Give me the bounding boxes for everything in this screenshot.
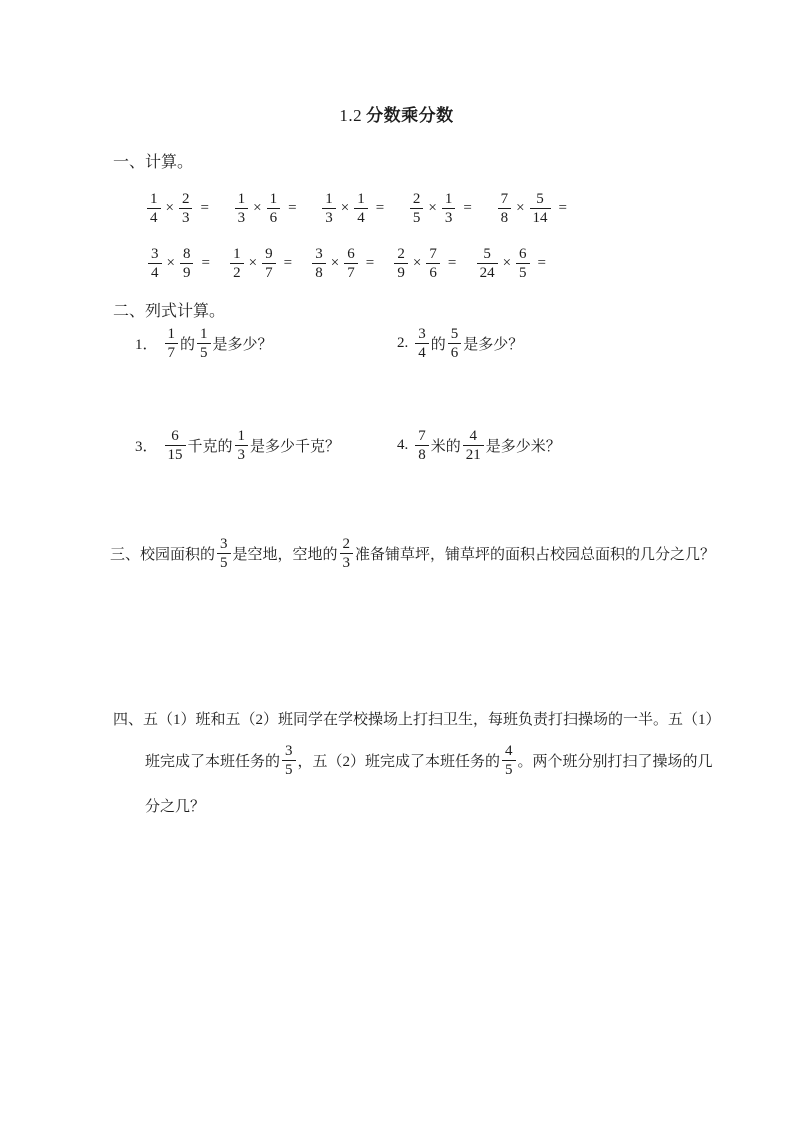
section4-problem-line2 bbox=[145, 742, 713, 779]
fraction-numerator: 5 bbox=[536, 191, 544, 207]
fraction-denominator: 4 bbox=[148, 263, 162, 282]
multiplication-expression bbox=[310, 245, 374, 282]
fraction-numerator: 8 bbox=[182, 246, 191, 262]
fraction-denominator: 8 bbox=[498, 208, 512, 227]
multiply-sign: × bbox=[165, 200, 174, 216]
text-run: 班完成了本班任务的 bbox=[145, 754, 281, 770]
multiply-sign: × bbox=[412, 255, 422, 271]
item-number: 3． bbox=[135, 439, 158, 455]
fraction bbox=[442, 190, 456, 227]
fraction bbox=[354, 190, 368, 227]
fraction-denominator: 4 bbox=[415, 343, 429, 362]
fraction bbox=[147, 190, 161, 227]
fraction-numerator: 1 bbox=[237, 191, 246, 207]
text-run: 千克的 bbox=[187, 439, 233, 455]
multiplication-expression bbox=[233, 190, 297, 227]
fraction-denominator: 3 bbox=[442, 208, 456, 227]
fraction-denominator: 8 bbox=[415, 445, 429, 464]
word-problem-item bbox=[397, 427, 561, 464]
fraction-numerator: 1 bbox=[167, 326, 176, 342]
item-number: 4. bbox=[397, 437, 409, 453]
multiply-sign: × bbox=[516, 200, 525, 216]
fraction-denominator: 14 bbox=[530, 208, 551, 227]
fraction-denominator: 7 bbox=[165, 343, 179, 362]
fraction-numerator: 1 bbox=[357, 191, 365, 207]
fraction-denominator: 2 bbox=[230, 263, 244, 282]
fraction-numerator: 3 bbox=[220, 536, 228, 552]
fraction-numerator: 7 bbox=[429, 246, 437, 262]
text-run: 三、校园面积的 bbox=[110, 547, 216, 563]
fraction-numerator: 5 bbox=[450, 326, 459, 342]
fraction-denominator: 5 bbox=[410, 208, 424, 227]
section4-problem-line1 bbox=[113, 708, 721, 729]
equals-sign: = bbox=[463, 200, 472, 216]
fraction-numerator: 2 bbox=[412, 191, 421, 207]
fraction-numerator: 1 bbox=[444, 191, 453, 207]
fraction-denominator: 3 bbox=[235, 445, 249, 464]
fraction bbox=[235, 190, 249, 227]
text-run: 是多少千克？ bbox=[250, 439, 341, 455]
fraction-denominator: 4 bbox=[354, 208, 368, 227]
calc-row-2 bbox=[146, 245, 546, 282]
fraction bbox=[217, 535, 231, 572]
page-title bbox=[0, 101, 793, 126]
fraction-numerator: 3 bbox=[151, 246, 159, 262]
fraction-denominator: 5 bbox=[516, 263, 530, 282]
fraction-denominator: 9 bbox=[394, 263, 408, 282]
fraction bbox=[322, 190, 336, 227]
text-run: 是空地，空地的 bbox=[232, 547, 338, 563]
fraction-denominator: 3 bbox=[340, 553, 354, 572]
word-problem-item bbox=[397, 325, 523, 362]
fraction-denominator: 6 bbox=[426, 263, 440, 282]
fraction-denominator: 6 bbox=[448, 343, 462, 362]
text-run: 是多少米？ bbox=[485, 439, 561, 455]
fraction-numerator: 1 bbox=[237, 428, 246, 444]
fraction-numerator: 2 bbox=[181, 191, 190, 207]
equals-sign: = bbox=[365, 255, 375, 271]
fraction-numerator: 2 bbox=[342, 536, 351, 552]
fraction-numerator: 1 bbox=[325, 191, 333, 207]
fraction bbox=[282, 742, 296, 779]
multiplication-expression bbox=[408, 190, 472, 227]
fraction-denominator: 5 bbox=[197, 343, 211, 362]
fraction-numerator: 2 bbox=[397, 246, 405, 262]
item-number: 2. bbox=[397, 335, 409, 351]
section2-heading: 二、列式计算。 bbox=[113, 303, 226, 320]
fraction bbox=[477, 245, 498, 282]
fraction-numerator: 7 bbox=[500, 191, 509, 207]
multiply-sign: × bbox=[502, 255, 512, 271]
word-problems-row-1 bbox=[135, 325, 523, 362]
fraction bbox=[235, 427, 249, 464]
fraction-numerator: 1 bbox=[233, 246, 241, 262]
fraction bbox=[267, 190, 281, 227]
fraction-numerator: 5 bbox=[483, 246, 491, 262]
text-run: 米的 bbox=[430, 439, 461, 455]
fraction bbox=[415, 427, 429, 464]
fraction bbox=[516, 245, 530, 282]
fraction-denominator: 5 bbox=[282, 760, 296, 779]
fraction bbox=[410, 190, 424, 227]
section3-problem bbox=[110, 535, 715, 572]
fraction-denominator: 7 bbox=[262, 263, 276, 282]
multiply-sign: × bbox=[340, 200, 350, 216]
fraction-numerator: 3 bbox=[285, 743, 293, 759]
text-run: 的 bbox=[180, 337, 196, 353]
fraction-denominator: 21 bbox=[463, 445, 484, 464]
fraction bbox=[262, 245, 276, 282]
fraction-denominator: 5 bbox=[502, 760, 516, 779]
fraction-denominator: 3 bbox=[322, 208, 336, 227]
multiplication-expression bbox=[496, 190, 567, 227]
fraction-numerator: 6 bbox=[519, 246, 527, 262]
fraction-denominator: 4 bbox=[147, 208, 161, 227]
fraction-numerator: 1 bbox=[150, 191, 158, 207]
fraction-numerator: 6 bbox=[347, 246, 355, 262]
fraction-numerator: 1 bbox=[200, 326, 208, 342]
multiplication-expression bbox=[146, 245, 210, 282]
fraction bbox=[426, 245, 440, 282]
fraction-numerator: 9 bbox=[265, 246, 273, 262]
fraction-denominator: 9 bbox=[180, 263, 194, 282]
word-problem-item bbox=[135, 427, 397, 464]
multiply-sign: × bbox=[248, 255, 258, 271]
fraction bbox=[180, 245, 194, 282]
fraction bbox=[197, 325, 211, 362]
fraction-numerator: 7 bbox=[418, 428, 426, 444]
equals-sign: = bbox=[558, 200, 567, 216]
fraction-numerator: 4 bbox=[469, 428, 478, 444]
text-run: ，五（2）班完成了本班任务的 bbox=[297, 754, 501, 770]
multiply-sign: × bbox=[166, 255, 175, 271]
multiplication-expression bbox=[392, 245, 456, 282]
fraction bbox=[148, 245, 162, 282]
title-number: 1.2 bbox=[339, 106, 363, 125]
fraction bbox=[340, 535, 354, 572]
fraction bbox=[230, 245, 244, 282]
equals-sign: = bbox=[288, 200, 297, 216]
fraction bbox=[344, 245, 358, 282]
equals-sign: = bbox=[283, 255, 293, 271]
fraction bbox=[312, 245, 326, 282]
fraction bbox=[463, 427, 484, 464]
fraction-denominator: 6 bbox=[267, 208, 281, 227]
fraction-numerator: 3 bbox=[315, 246, 323, 262]
multiply-sign: × bbox=[253, 200, 262, 216]
text-run: 准备铺草坪，铺草坪的面积占校园总面积的几分之几？ bbox=[355, 547, 716, 563]
equals-sign: = bbox=[447, 255, 457, 271]
text-run: 分之几？ bbox=[145, 799, 206, 815]
word-problem-item bbox=[135, 325, 397, 362]
multiplication-expression bbox=[145, 190, 209, 227]
text-run: 是多少？ bbox=[212, 337, 273, 353]
fraction bbox=[530, 190, 551, 227]
multiply-sign: × bbox=[428, 200, 437, 216]
section4-problem-line3 bbox=[145, 795, 205, 816]
title-text: 分数乘分数 bbox=[366, 106, 454, 125]
word-problems-row-2 bbox=[135, 427, 561, 464]
fraction bbox=[448, 325, 462, 362]
fraction-numerator: 1 bbox=[269, 191, 278, 207]
text-run: 是多少？ bbox=[463, 337, 524, 353]
equals-sign: = bbox=[537, 255, 546, 271]
fraction-denominator: 15 bbox=[165, 445, 186, 464]
fraction-denominator: 7 bbox=[344, 263, 358, 282]
equals-sign: = bbox=[375, 200, 385, 216]
fraction bbox=[498, 190, 512, 227]
text-run: 四、五（1）班和五（2）班同学在学校操场上打扫卫生，每班负责打扫操场的一半。五（1） bbox=[113, 712, 721, 728]
fraction bbox=[179, 190, 193, 227]
fraction-denominator: 24 bbox=[477, 263, 498, 282]
fraction-denominator: 3 bbox=[179, 208, 193, 227]
equals-sign: = bbox=[201, 255, 210, 271]
fraction-denominator: 8 bbox=[312, 263, 326, 282]
multiplication-expression bbox=[320, 190, 384, 227]
text-run: 的 bbox=[430, 337, 446, 353]
multiply-sign: × bbox=[330, 255, 340, 271]
fraction bbox=[415, 325, 429, 362]
fraction bbox=[502, 742, 516, 779]
fraction-numerator: 3 bbox=[418, 326, 426, 342]
item-number: 1． bbox=[135, 337, 158, 353]
equals-sign: = bbox=[200, 200, 209, 216]
multiplication-expression bbox=[475, 245, 546, 282]
fraction bbox=[394, 245, 408, 282]
fraction-numerator: 6 bbox=[171, 428, 179, 444]
fraction bbox=[165, 427, 186, 464]
fraction-numerator: 4 bbox=[505, 743, 513, 759]
text-run: 。两个班分别打扫了操场的几 bbox=[517, 754, 713, 770]
fraction-denominator: 5 bbox=[217, 553, 231, 572]
fraction-denominator: 3 bbox=[235, 208, 249, 227]
section1-heading: 一、计算。 bbox=[113, 154, 194, 171]
calc-row-1 bbox=[145, 190, 567, 227]
fraction bbox=[165, 325, 179, 362]
multiplication-expression bbox=[228, 245, 292, 282]
